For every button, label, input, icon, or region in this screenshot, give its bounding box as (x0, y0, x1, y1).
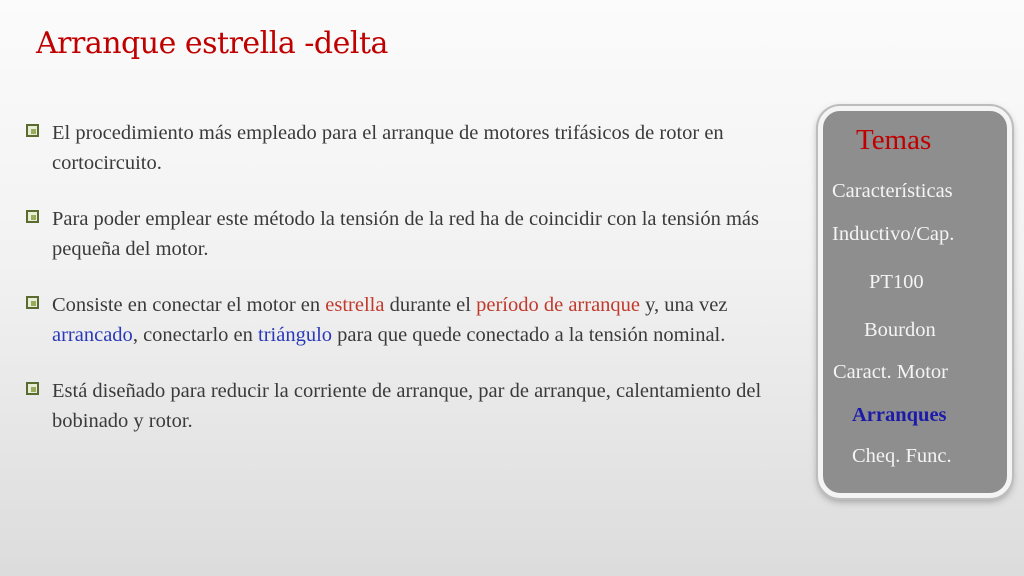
bullet-item (22, 118, 812, 178)
highlight-estrella: estrella (325, 294, 385, 316)
topic-link-cheq-func[interactable]: Cheq. Func. (852, 445, 952, 467)
text-run: para que quede conectado a la tensión nominal. (332, 324, 726, 346)
text-run: y, una vez (640, 294, 728, 316)
text-run: , conectarlo en (132, 324, 259, 346)
topics-panel (818, 106, 1012, 498)
square-bullet-icon (26, 296, 39, 309)
square-bullet-icon (26, 124, 39, 137)
bullet-item (22, 290, 812, 350)
topic-link-pt100[interactable]: PT100 (869, 271, 924, 293)
text-run: durante el (384, 294, 477, 316)
bullet-item (22, 376, 812, 436)
bullet-text: El procedimiento más empleado para el arranque de motores trifásicos de rotor en cortocircuito. (52, 122, 724, 174)
slide-title: Arranque estrella -delta (36, 26, 388, 61)
topic-link-caract-motor[interactable]: Caract. Motor (833, 361, 948, 383)
bullet-item (22, 204, 812, 264)
bullet-text: Está diseñado para reducir la corriente de arranque, par de arranque, calentamiento del bobinado y rotor. (52, 380, 762, 432)
topic-link-bourdon[interactable]: Bourdon (864, 319, 936, 341)
highlight-periodo-arranque: período de arranque (476, 294, 641, 316)
bullet-text (52, 290, 812, 350)
highlight-triangulo: triángulo (258, 324, 333, 346)
topic-link-caracteristicas[interactable]: Características (832, 180, 953, 202)
topic-link-inductivo-cap[interactable]: Inductivo/Cap. (832, 223, 955, 245)
bullet-text: Para poder emplear este método la tensión de la red ha de coincidir con la tensión más pequeña del motor. (52, 208, 759, 260)
highlight-arrancado: arrancado (52, 324, 133, 346)
topic-link-arranques[interactable]: Arranques (852, 404, 947, 426)
text-run: Consiste en conectar el motor en (52, 294, 326, 316)
bullet-list (22, 118, 812, 462)
topics-title: Temas (856, 124, 932, 156)
square-bullet-icon (26, 382, 39, 395)
square-bullet-icon (26, 210, 39, 223)
